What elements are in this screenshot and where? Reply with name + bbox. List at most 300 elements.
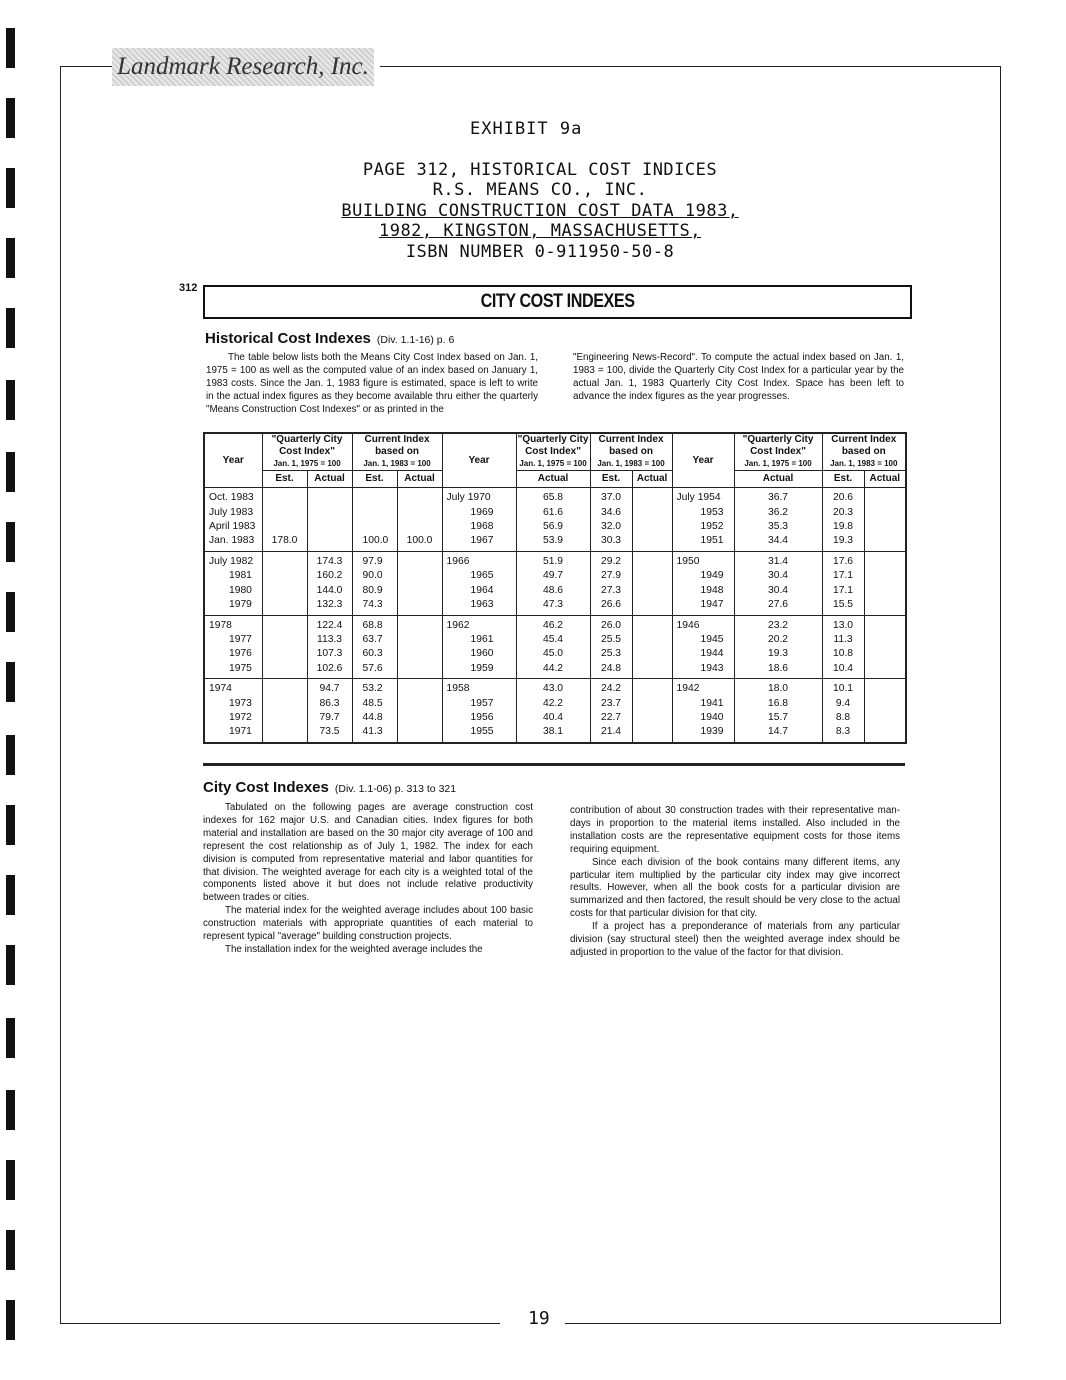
header-current-text: Current Index based on bbox=[598, 434, 664, 458]
current-actual-cell-value bbox=[398, 697, 442, 711]
qcci-actual-cell-value: 102.6 bbox=[316, 662, 343, 674]
paragraph: Tabulated on the following pages are average construction cost indexes for 162 major U.S. and Canadian cities. Index figures for both material and installation are based on the 30 major city average of 100 and represent the cost relationship as of July 1, 1982. The index for each division is computed from representative material and labor quantities for that division. The weighted average for each city is a weighted total of the components listed above it but does not include relative productivity between trades or cities. bbox=[203, 802, 533, 904]
current-est-cell-value: 11.3 bbox=[833, 633, 853, 645]
year-cell-value: 1941 bbox=[700, 697, 724, 709]
year-cell bbox=[204, 679, 262, 743]
binder-mark bbox=[6, 380, 15, 420]
paragraph: Since each division of the book contains many different items, any particular item multiplied by the particular city index may give incorrect results. However, when all the book costs for a particular division are summarized and then factored, the result should be very close to the actual costs for that particular division for that city. bbox=[570, 856, 900, 920]
header-est: Est. bbox=[822, 471, 864, 488]
current-actual-cell bbox=[632, 615, 672, 679]
paragraph: contribution of about 30 construction trades with their representative man-days in proportion to the material items installed. Also included in the installation costs are the representative equipment costs for those items requiring equipment. bbox=[570, 805, 900, 855]
year-cell bbox=[672, 552, 734, 616]
current-est-cell bbox=[352, 552, 397, 616]
current-est-cell-value: 57.6 bbox=[362, 662, 383, 674]
current-est-cell-value: 26.6 bbox=[600, 598, 622, 610]
current-actual-cell bbox=[632, 488, 672, 552]
header-year: Year bbox=[442, 433, 516, 488]
table-row bbox=[204, 615, 906, 679]
current-est-cell-value: 23.7 bbox=[600, 697, 622, 709]
year-cell bbox=[672, 615, 734, 679]
header-qcci bbox=[516, 433, 590, 471]
year-cell-value: 1948 bbox=[700, 584, 724, 596]
qcci-actual-cell bbox=[307, 488, 352, 552]
header-current-base: Jan. 1, 1983 = 100 bbox=[830, 459, 898, 469]
current-est-cell bbox=[590, 552, 632, 616]
current-actual-cell-value bbox=[398, 619, 442, 633]
section-ref: (Div. 1.1-06) p. 313 to 321 bbox=[334, 783, 457, 795]
current-est-cell-value: 25.5 bbox=[600, 633, 622, 645]
current-actual-cell bbox=[397, 552, 442, 616]
header-year: Year bbox=[672, 433, 734, 488]
header-qcci-text: "Quarterly City Cost Index" bbox=[271, 434, 343, 458]
year-cell-value: April 1983 bbox=[209, 520, 256, 532]
year-cell bbox=[672, 679, 734, 743]
header-qcci-text: "Quarterly City Cost Index" bbox=[742, 434, 814, 458]
year-cell-value: 1945 bbox=[700, 633, 724, 645]
qcci-actual-cell-value: 65.8 bbox=[542, 492, 564, 504]
paragraph: "Engineering News-Record". To compute the actual index based on Jan. 1, 1983 = 100, divide the Quarterly City Cost Index for a particular year by the actual Jan. 1, 1983 Quarterly City Cost Index. Space has been left to advance the index figures as the year progresses. bbox=[573, 352, 904, 402]
current-est-cell-value bbox=[353, 506, 397, 520]
section-heading: City Cost Indexes bbox=[203, 779, 329, 796]
year-cell-value: 1972 bbox=[229, 711, 252, 723]
qcci-actual-cell-value: 45.0 bbox=[542, 648, 564, 660]
frame-top-left bbox=[60, 66, 112, 67]
header-est: Est. bbox=[352, 471, 397, 488]
qcci-est-cell bbox=[262, 679, 307, 743]
current-actual-cell-value bbox=[398, 662, 442, 676]
current-actual-cell-value bbox=[398, 598, 442, 612]
qcci-actual-cell-value: 20.2 bbox=[767, 633, 789, 645]
current-actual-cell-value bbox=[398, 584, 442, 598]
qcci-est-cell-value bbox=[263, 711, 307, 725]
qcci-actual-cell-value: 36.2 bbox=[767, 506, 789, 518]
current-est-cell-value: 27.3 bbox=[600, 584, 622, 596]
qcci-actual-cell-value: 132.3 bbox=[316, 598, 343, 610]
binder-mark bbox=[6, 452, 15, 492]
current-actual-cell bbox=[864, 488, 906, 552]
page-number: 19 bbox=[528, 1308, 550, 1329]
qcci-actual-cell bbox=[734, 488, 822, 552]
qcci-est-cell-value bbox=[263, 520, 307, 534]
year-cell-value: Oct. 1983 bbox=[209, 492, 254, 504]
year-cell-value: 1940 bbox=[700, 711, 724, 723]
year-cell-value: 1951 bbox=[700, 535, 724, 547]
binder-mark bbox=[6, 735, 15, 775]
current-actual-cell-value: 100.0 bbox=[406, 535, 433, 547]
current-est-cell bbox=[590, 679, 632, 743]
qcci-est-cell-value bbox=[263, 619, 307, 633]
year-cell-value: 1968 bbox=[470, 520, 494, 532]
city-text-col2 bbox=[570, 805, 900, 960]
binder-mark bbox=[6, 98, 15, 138]
qcci-actual-cell-value: 107.3 bbox=[316, 648, 343, 660]
table-row bbox=[204, 552, 906, 616]
qcci-actual-cell-value: 35.3 bbox=[767, 520, 789, 532]
year-cell-value: 1964 bbox=[470, 584, 494, 596]
year-cell-value: 1966 bbox=[446, 556, 470, 568]
year-cell-value: 1971 bbox=[229, 726, 252, 738]
banner-title: CITY COST INDEXES bbox=[480, 291, 635, 312]
year-cell-value: 1981 bbox=[229, 570, 252, 582]
current-actual-cell-value bbox=[398, 491, 442, 505]
binder-mark bbox=[6, 168, 15, 208]
current-est-cell-value: 90.0 bbox=[362, 570, 383, 582]
section-heading: Historical Cost Indexes bbox=[205, 330, 371, 347]
current-est-cell-value: 63.7 bbox=[362, 633, 383, 645]
current-actual-cell bbox=[632, 679, 672, 743]
current-actual-cell-value bbox=[398, 682, 442, 696]
year-cell-value: 1955 bbox=[470, 726, 494, 738]
binder-mark bbox=[6, 662, 15, 702]
header-current-base: Jan. 1, 1983 = 100 bbox=[597, 459, 665, 469]
binder-mark bbox=[6, 945, 15, 985]
binder-mark bbox=[6, 308, 15, 348]
qcci-actual-cell-value: 19.3 bbox=[767, 648, 789, 660]
binder-mark bbox=[6, 1018, 15, 1058]
current-actual-cell-value bbox=[398, 633, 442, 647]
qcci-actual-cell-value: 31.4 bbox=[767, 556, 789, 568]
table-row bbox=[204, 679, 906, 743]
current-actual-cell-value bbox=[398, 506, 442, 520]
current-actual-cell bbox=[397, 679, 442, 743]
binder-mark bbox=[6, 28, 15, 68]
header-qcci bbox=[734, 433, 822, 471]
current-est-cell bbox=[822, 488, 864, 552]
current-est-cell-value: 25.3 bbox=[600, 648, 622, 660]
current-est-cell-value: 17.1 bbox=[832, 570, 854, 582]
paragraph: The table below lists both the Means City Cost Index based on Jan. 1, 1975 = 100 as well as the computed value of an index based on January 1, 1983 costs. Since the Jan. 1, 1983 figure is estimated, space is left to write in the actual index figures as they become available thru either the quarterly "Means Construction Cost Indexes" or as printed in the bbox=[206, 352, 538, 415]
qcci-actual-cell bbox=[307, 615, 352, 679]
qcci-actual-cell-value bbox=[308, 491, 352, 505]
year-cell-value: 1950 bbox=[676, 556, 700, 568]
qcci-actual-cell bbox=[734, 615, 822, 679]
qcci-actual-cell bbox=[307, 552, 352, 616]
current-est-cell-value: 29.2 bbox=[600, 556, 622, 568]
current-actual-cell-value bbox=[398, 520, 442, 534]
current-est-cell-value: 24.2 bbox=[600, 683, 622, 695]
exhibit-label: EXHIBIT 9a bbox=[470, 119, 583, 139]
qcci-actual-cell-value: 49.7 bbox=[542, 570, 564, 582]
year-cell bbox=[442, 552, 516, 616]
qcci-actual-cell-value: 16.8 bbox=[767, 697, 789, 709]
current-est-cell-value bbox=[353, 520, 397, 534]
current-actual-cell bbox=[397, 615, 442, 679]
year-cell-value: 1967 bbox=[470, 535, 494, 547]
header-qcci-base: Jan. 1, 1975 = 100 bbox=[519, 459, 587, 469]
header-actual: Actual bbox=[734, 471, 822, 488]
year-cell bbox=[442, 488, 516, 552]
current-est-cell bbox=[590, 615, 632, 679]
current-est-cell-value: 26.0 bbox=[600, 619, 622, 631]
qcci-actual-cell-value: 14.7 bbox=[767, 726, 789, 738]
current-est-cell-value bbox=[353, 491, 397, 505]
year-cell-value: 1965 bbox=[470, 570, 494, 582]
current-actual-cell bbox=[864, 552, 906, 616]
current-actual-cell bbox=[397, 488, 442, 552]
current-est-cell-value: 17.1 bbox=[832, 584, 854, 596]
current-est-cell bbox=[590, 488, 632, 552]
year-cell-value: 1963 bbox=[470, 598, 494, 610]
qcci-est-cell bbox=[262, 615, 307, 679]
frame-right bbox=[1000, 66, 1001, 1324]
year-cell bbox=[672, 488, 734, 552]
current-actual-cell-value bbox=[398, 647, 442, 661]
qcci-est-cell bbox=[262, 488, 307, 552]
current-est-cell-value: 22.7 bbox=[600, 711, 622, 723]
header-current bbox=[822, 433, 906, 471]
current-est-cell-value: 53.2 bbox=[362, 683, 383, 695]
qcci-est-cell-value bbox=[263, 584, 307, 598]
year-cell-value: 1973 bbox=[229, 697, 252, 709]
qcci-est-cell-value bbox=[263, 598, 307, 612]
qcci-actual-cell-value: 23.2 bbox=[767, 619, 789, 631]
year-cell-value: 1958 bbox=[446, 683, 470, 695]
year-cell-value: 1979 bbox=[229, 598, 252, 610]
qcci-actual-cell-value: 86.3 bbox=[319, 697, 340, 709]
qcci-actual-cell-value: 47.3 bbox=[542, 598, 564, 610]
current-actual-cell-value bbox=[398, 555, 442, 569]
qcci-actual-cell-value bbox=[308, 506, 352, 520]
qcci-actual-cell-value: 94.7 bbox=[319, 683, 340, 695]
year-cell-value: July 1983 bbox=[209, 506, 254, 518]
binder-mark bbox=[6, 1090, 15, 1130]
binder-mark bbox=[6, 522, 15, 562]
current-est-cell-value: 68.8 bbox=[362, 619, 383, 631]
qcci-actual-cell bbox=[734, 552, 822, 616]
header-qcci-base: Jan. 1, 1975 = 100 bbox=[744, 459, 812, 469]
header-current bbox=[590, 433, 672, 471]
header-actual: Actual bbox=[632, 471, 672, 488]
qcci-actual-cell-value: 18.6 bbox=[767, 662, 789, 674]
current-est-cell-value: 13.0 bbox=[832, 619, 854, 631]
binder-mark bbox=[6, 1230, 15, 1270]
current-actual-cell bbox=[864, 615, 906, 679]
citation-block bbox=[280, 160, 800, 262]
qcci-actual-cell-value: 51.9 bbox=[542, 556, 564, 568]
letterhead-logo: Landmark Research, Inc. bbox=[112, 48, 374, 86]
year-cell-value: 1957 bbox=[470, 697, 494, 709]
current-est-cell-value: 48.5 bbox=[362, 697, 383, 709]
historical-cost-table bbox=[203, 432, 907, 744]
current-actual-cell bbox=[864, 679, 906, 743]
current-est-cell-value: 17.6 bbox=[832, 556, 854, 568]
year-cell-value: July 1982 bbox=[209, 556, 254, 568]
current-est-cell-value: 37.0 bbox=[600, 492, 622, 504]
year-cell-value: 1953 bbox=[700, 506, 724, 518]
current-est-cell-value: 19.3 bbox=[832, 535, 854, 547]
year-cell-value: 1960 bbox=[470, 648, 494, 660]
qcci-actual-cell-value: 174.3 bbox=[316, 556, 343, 568]
source-page-number: 312 bbox=[179, 282, 198, 294]
current-est-cell bbox=[352, 679, 397, 743]
current-est-cell-value: 74.3 bbox=[362, 598, 383, 610]
current-est-cell-value: 24.8 bbox=[600, 662, 622, 674]
current-est-cell-value: 15.5 bbox=[832, 598, 854, 610]
year-cell-value: 1947 bbox=[700, 598, 724, 610]
qcci-actual-cell-value: 73.5 bbox=[319, 726, 340, 738]
qcci-est-cell-value bbox=[263, 633, 307, 647]
qcci-actual-cell-value: 79.7 bbox=[319, 711, 340, 723]
header-current bbox=[352, 433, 442, 471]
paragraph: If a project has a preponderance of materials from any particular division (say structural steel) then the weighted average index should be adjusted in proportion to the value of the factor for that division. bbox=[570, 921, 900, 958]
year-cell-value: 1977 bbox=[229, 633, 252, 645]
current-est-cell-value: 100.0 bbox=[362, 535, 389, 547]
current-est-cell-value: 44.8 bbox=[362, 711, 383, 723]
year-cell-value: 1969 bbox=[470, 506, 494, 518]
qcci-actual-cell-value: 48.6 bbox=[542, 584, 564, 596]
qcci-est-cell-value bbox=[263, 506, 307, 520]
header-current-text: Current Index based on bbox=[364, 434, 430, 458]
qcci-actual-cell-value: 15.7 bbox=[767, 711, 789, 723]
qcci-est-cell-value bbox=[263, 725, 307, 739]
year-cell-value: Jan. 1983 bbox=[209, 535, 255, 547]
current-est-cell-value: 10.4 bbox=[832, 662, 854, 674]
year-cell-value: 1959 bbox=[470, 662, 494, 674]
header-actual: Actual bbox=[397, 471, 442, 488]
qcci-est-cell-value bbox=[263, 682, 307, 696]
qcci-actual-cell-value: 40.4 bbox=[542, 711, 564, 723]
current-est-cell-value: 8.8 bbox=[835, 711, 851, 723]
current-est-cell-value: 20.6 bbox=[832, 492, 854, 504]
year-cell-value: July 1954 bbox=[676, 492, 721, 504]
current-actual-cell-value bbox=[398, 711, 442, 725]
historical-text-col1 bbox=[206, 352, 538, 417]
qcci-actual-cell-value: 34.4 bbox=[767, 535, 789, 547]
citation-line: BUILDING CONSTRUCTION COST DATA 1983, bbox=[341, 200, 739, 221]
year-cell-value: 1976 bbox=[229, 648, 252, 660]
year-cell-value: 1946 bbox=[676, 619, 700, 631]
current-est-cell bbox=[352, 615, 397, 679]
year-cell bbox=[204, 488, 262, 552]
qcci-est-cell-value bbox=[263, 555, 307, 569]
binder-mark bbox=[6, 875, 15, 915]
qcci-est-cell-value bbox=[263, 569, 307, 583]
year-cell-value: 1943 bbox=[700, 662, 724, 674]
qcci-est-cell-value bbox=[263, 697, 307, 711]
qcci-actual-cell-value: 30.4 bbox=[767, 570, 789, 582]
current-est-cell-value: 27.9 bbox=[600, 570, 622, 582]
qcci-actual-cell-value: 30.4 bbox=[767, 584, 789, 596]
citation-line: ISBN NUMBER 0-911950-50-8 bbox=[405, 241, 675, 262]
table-row bbox=[204, 488, 906, 552]
historical-text-col2 bbox=[573, 352, 904, 404]
qcci-actual-cell-value: 56.9 bbox=[542, 520, 564, 532]
qcci-actual-cell-value: 144.0 bbox=[316, 584, 343, 596]
qcci-actual-cell-value: 27.6 bbox=[767, 598, 789, 610]
qcci-actual-cell-value bbox=[308, 534, 352, 548]
year-cell-value: 1949 bbox=[700, 570, 724, 582]
current-est-cell-value: 9.4 bbox=[835, 697, 851, 709]
qcci-est-cell-value bbox=[263, 647, 307, 661]
year-cell-value: 1944 bbox=[700, 648, 724, 660]
section-ref: (Div. 1.1-16) p. 6 bbox=[376, 334, 455, 346]
year-cell-value: 1961 bbox=[470, 633, 494, 645]
year-cell-value: 1978 bbox=[209, 619, 232, 631]
header-est: Est. bbox=[262, 471, 307, 488]
binder-mark bbox=[6, 1300, 15, 1340]
citation-line: 1982, KINGSTON, MASSACHUSETTS, bbox=[378, 221, 702, 242]
frame-bottom-left bbox=[60, 1323, 500, 1324]
header-actual: Actual bbox=[516, 471, 590, 488]
year-cell-value: 1975 bbox=[229, 662, 252, 674]
qcci-actual-cell bbox=[516, 679, 590, 743]
current-est-cell-value: 30.3 bbox=[600, 535, 622, 547]
qcci-actual-cell-value: 46.2 bbox=[542, 619, 564, 631]
current-est-cell bbox=[822, 679, 864, 743]
current-actual-cell bbox=[632, 552, 672, 616]
qcci-actual-cell-value: 122.4 bbox=[316, 619, 343, 631]
current-est-cell-value: 21.4 bbox=[600, 726, 622, 738]
current-est-cell-value: 8.3 bbox=[835, 726, 851, 738]
qcci-est-cell bbox=[262, 552, 307, 616]
current-est-cell-value: 97.9 bbox=[362, 556, 383, 568]
current-est-cell bbox=[822, 615, 864, 679]
qcci-actual-cell bbox=[734, 679, 822, 743]
current-est-cell-value: 20.3 bbox=[832, 506, 854, 518]
year-cell bbox=[204, 552, 262, 616]
city-heading-block bbox=[203, 779, 456, 796]
current-est-cell-value: 34.6 bbox=[600, 506, 622, 518]
year-cell-value: 1962 bbox=[446, 619, 470, 631]
frame-left bbox=[60, 66, 61, 1324]
qcci-actual-cell-value: 42.2 bbox=[542, 697, 564, 709]
header-year: Year bbox=[204, 433, 262, 488]
binder-mark bbox=[6, 238, 15, 278]
current-est-cell-value: 19.8 bbox=[832, 520, 854, 532]
year-cell-value: 1956 bbox=[470, 711, 494, 723]
qcci-actual-cell bbox=[516, 488, 590, 552]
year-cell bbox=[442, 679, 516, 743]
header-current-base: Jan. 1, 1983 = 100 bbox=[363, 459, 431, 469]
paragraph: The installation index for the weighted average includes the bbox=[225, 943, 483, 955]
header-actual: Actual bbox=[307, 471, 352, 488]
qcci-actual-cell bbox=[307, 679, 352, 743]
qcci-est-cell-value bbox=[263, 662, 307, 676]
year-cell-value: 1974 bbox=[209, 683, 232, 695]
city-text-col1 bbox=[203, 802, 533, 957]
qcci-actual-cell-value: 53.9 bbox=[542, 535, 564, 547]
year-cell-value: 1980 bbox=[229, 584, 252, 596]
year-cell-value: 1939 bbox=[700, 726, 724, 738]
current-actual-cell-value bbox=[398, 569, 442, 583]
header-qcci bbox=[262, 433, 352, 471]
current-actual-cell-value bbox=[398, 725, 442, 739]
qcci-actual-cell-value: 45.4 bbox=[542, 633, 564, 645]
header-actual: Actual bbox=[864, 471, 906, 488]
citation-line: R.S. MEANS CO., INC. bbox=[432, 180, 648, 201]
current-est-cell-value: 41.3 bbox=[362, 726, 383, 738]
qcci-actual-cell-value: 36.7 bbox=[767, 492, 789, 504]
qcci-actual-cell bbox=[516, 615, 590, 679]
qcci-actual-cell-value: 44.2 bbox=[542, 662, 564, 674]
year-cell-value: 1942 bbox=[676, 683, 700, 695]
frame-top-right bbox=[380, 66, 1000, 67]
year-cell-value: July 1970 bbox=[446, 492, 491, 504]
qcci-actual-cell-value: 18.0 bbox=[767, 683, 789, 695]
qcci-est-cell-value: 178.0 bbox=[271, 535, 298, 547]
year-cell bbox=[442, 615, 516, 679]
year-cell-value: 1952 bbox=[700, 520, 724, 532]
header-qcci-base: Jan. 1, 1975 = 100 bbox=[273, 459, 341, 469]
section-rule bbox=[203, 763, 905, 766]
qcci-actual-cell-value: 43.0 bbox=[542, 683, 564, 695]
header-qcci-text: "Quarterly City Cost Index" bbox=[517, 434, 589, 458]
qcci-actual-cell bbox=[516, 552, 590, 616]
qcci-actual-cell-value bbox=[308, 520, 352, 534]
section-banner bbox=[203, 285, 912, 319]
current-est-cell bbox=[352, 488, 397, 552]
qcci-actual-cell-value: 160.2 bbox=[316, 570, 343, 582]
